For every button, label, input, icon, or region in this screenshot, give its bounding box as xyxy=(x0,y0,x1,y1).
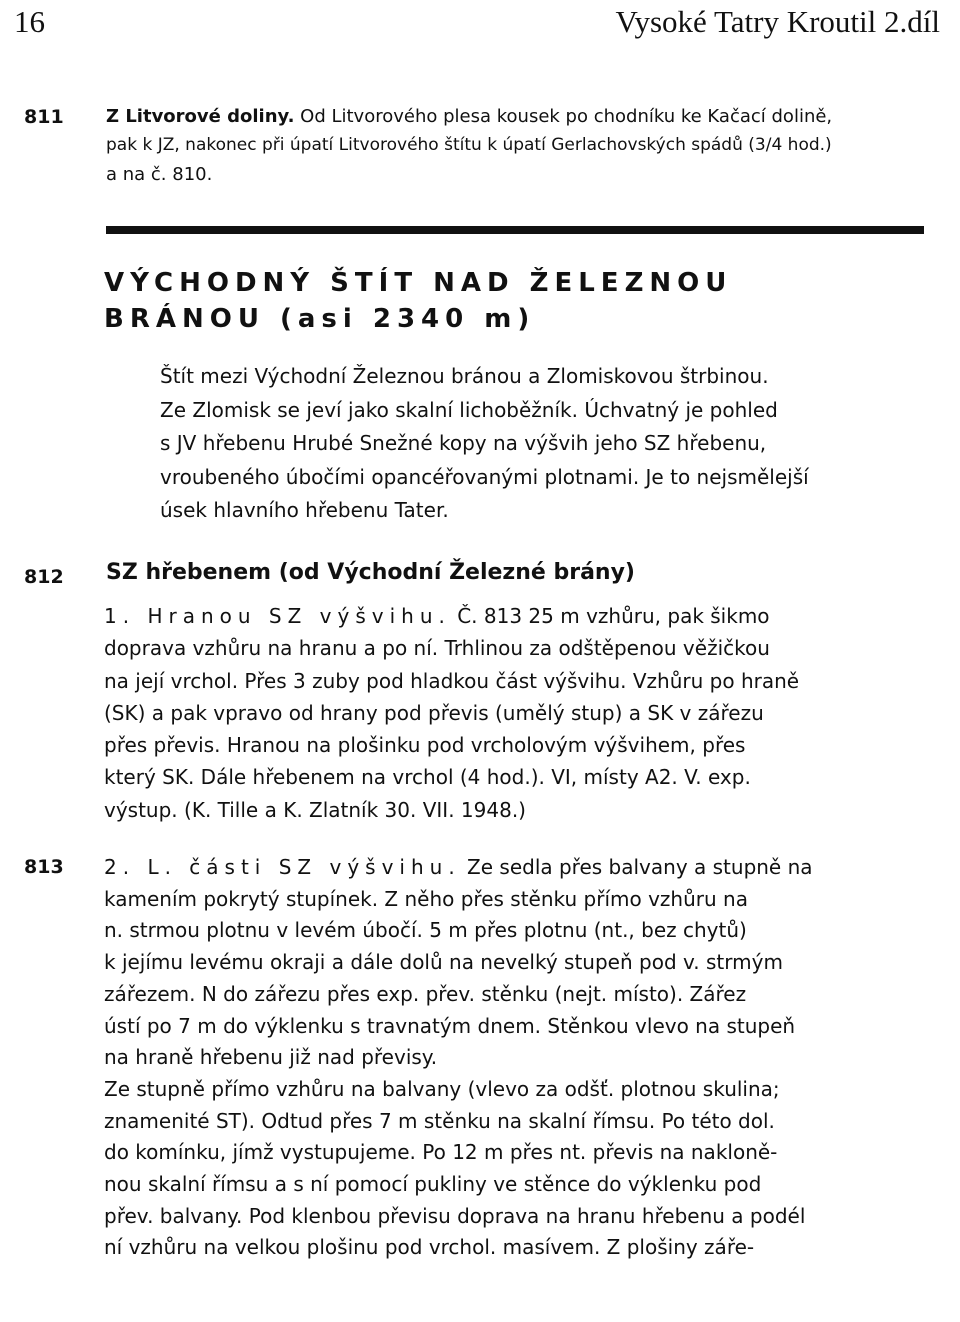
page-header xyxy=(14,0,940,50)
entry-811-title: Z Litvorové doliny. xyxy=(106,106,295,127)
section-title-line-1: VÝCHODNÝ ŠTÍT NAD ŽELEZNOU xyxy=(104,268,733,298)
route-line: na hraně hřebenu již nad převisy. xyxy=(104,1045,438,1070)
entry-811-line-3: a na č. 810. xyxy=(106,164,213,185)
entry-811-line-2: pak k JZ, nakonec při úpatí Litvorového štítu k úpatí Gerlachovských spádů (3/4 hod.) xyxy=(106,135,832,155)
route-813-name: 2. L. části SZ výšvihu. xyxy=(104,855,461,879)
description-line: s JV hřebenu Hrubé Snežné kopy na výšvih jeho SZ hřebenu, xyxy=(160,431,767,455)
running-title: Vysoké Tatry Kroutil 2.díl xyxy=(615,4,940,39)
route-812-heading: SZ hřebenem (od Východní Železné brány) xyxy=(106,560,635,585)
section-divider-rule xyxy=(106,226,924,234)
route-812-text xyxy=(104,600,926,826)
route-line: přes převis. Hranou na plošinku pod vrcholovým výšvihem, přes xyxy=(104,733,746,758)
route-line: znamenité ST). Odtud přes 7 m stěnku na skalní římsu. Po této dol. xyxy=(104,1108,775,1133)
route-812-line-1 xyxy=(104,600,926,632)
route-812-line-1-text: Č. 813 25 m vzhůru, pak šikmo xyxy=(450,604,770,628)
route-line: přev. balvany. Pod klenbou převisu doprava na hranu hřebenu a podél xyxy=(104,1203,806,1228)
route-813-text xyxy=(104,852,926,1264)
section-description xyxy=(160,360,930,528)
description-line: Štít mezi Východní Železnou bránou a Zlomiskovou štrbinou. xyxy=(160,364,769,388)
route-line: který SK. Dále hřebenem na vrchol (4 hod.). VI, místy A2. V. exp. xyxy=(104,765,751,790)
route-line: k jejímu levému okraji a dále dolů na nevelký stupeň pod v. strmým xyxy=(104,950,783,975)
route-813-line-1-text: Ze sedla přes balvany a stupně na xyxy=(460,855,813,879)
route-line: na její vrchol. Přes 3 zuby pod hladkou část výšvihu. Vzhůru po hraně xyxy=(104,668,800,693)
route-line: Ze stupně přímo vzhůru na balvany (vlevo za odšť. plotnou skulina; xyxy=(104,1076,780,1101)
route-line: do komínku, jímž vystupujeme. Po 12 m přes nt. převis na nakloně- xyxy=(104,1140,778,1165)
route-line: zářezem. N do zářezu přes exp. přev. stěnku (nejt. místo). Zářez xyxy=(104,981,747,1006)
page-number: 16 xyxy=(14,4,45,39)
route-line: n. strmou plotnu v levém úbočí. 5 m přes plotnu (nt., bez chytů) xyxy=(104,918,747,943)
entry-811-text-1: Od Litvorového plesa kousek po chodníku ke Kačací dolině, xyxy=(294,106,833,127)
route-line: (SK) a pak vpravo od hrany pod převis (umělý stup) a SK v zářezu xyxy=(104,700,764,725)
description-line: Ze Zlomisk se jeví jako skalní lichoběžník. Úchvatný je pohled xyxy=(160,397,778,422)
description-line: úsek hlavního hřebenu Tater. xyxy=(160,498,449,522)
entry-number-811: 811 xyxy=(24,106,64,128)
route-line: ní vzhůru na velkou plošinu pod vrchol. masívem. Z plošiny záře- xyxy=(104,1235,755,1260)
entry-811-line-1 xyxy=(106,102,926,131)
entry-number-813: 813 xyxy=(24,856,64,878)
route-line: kamením pokrytý stupínek. Z něho přes stěnku přímo vzhůru na xyxy=(104,886,748,911)
description-line: vroubeného úbočími opancéřovanými plotnami. Je to nejsmělejší xyxy=(160,464,809,489)
route-813-line-1 xyxy=(104,852,926,884)
route-line: výstup. (K. Tille a K. Zlatník 30. VII. 1948.) xyxy=(104,797,526,822)
route-line: doprava vzhůru na hranu a po ní. Trhlinou za odštěpenou věžičkou xyxy=(104,636,770,661)
route-812-name: 1. Hranou SZ výšvihu. xyxy=(104,604,451,628)
route-line: nou skalní římsu a s ní pomocí pukliny ve stěnce do výklenku pod xyxy=(104,1172,762,1197)
entry-number-812: 812 xyxy=(24,566,64,588)
route-line: ústí po 7 m do výklenku s travnatým dnem. Stěnkou vlevo na stupeň xyxy=(104,1013,796,1038)
section-title-line-2: BRÁNOU (asi 2340 m) xyxy=(104,304,536,334)
